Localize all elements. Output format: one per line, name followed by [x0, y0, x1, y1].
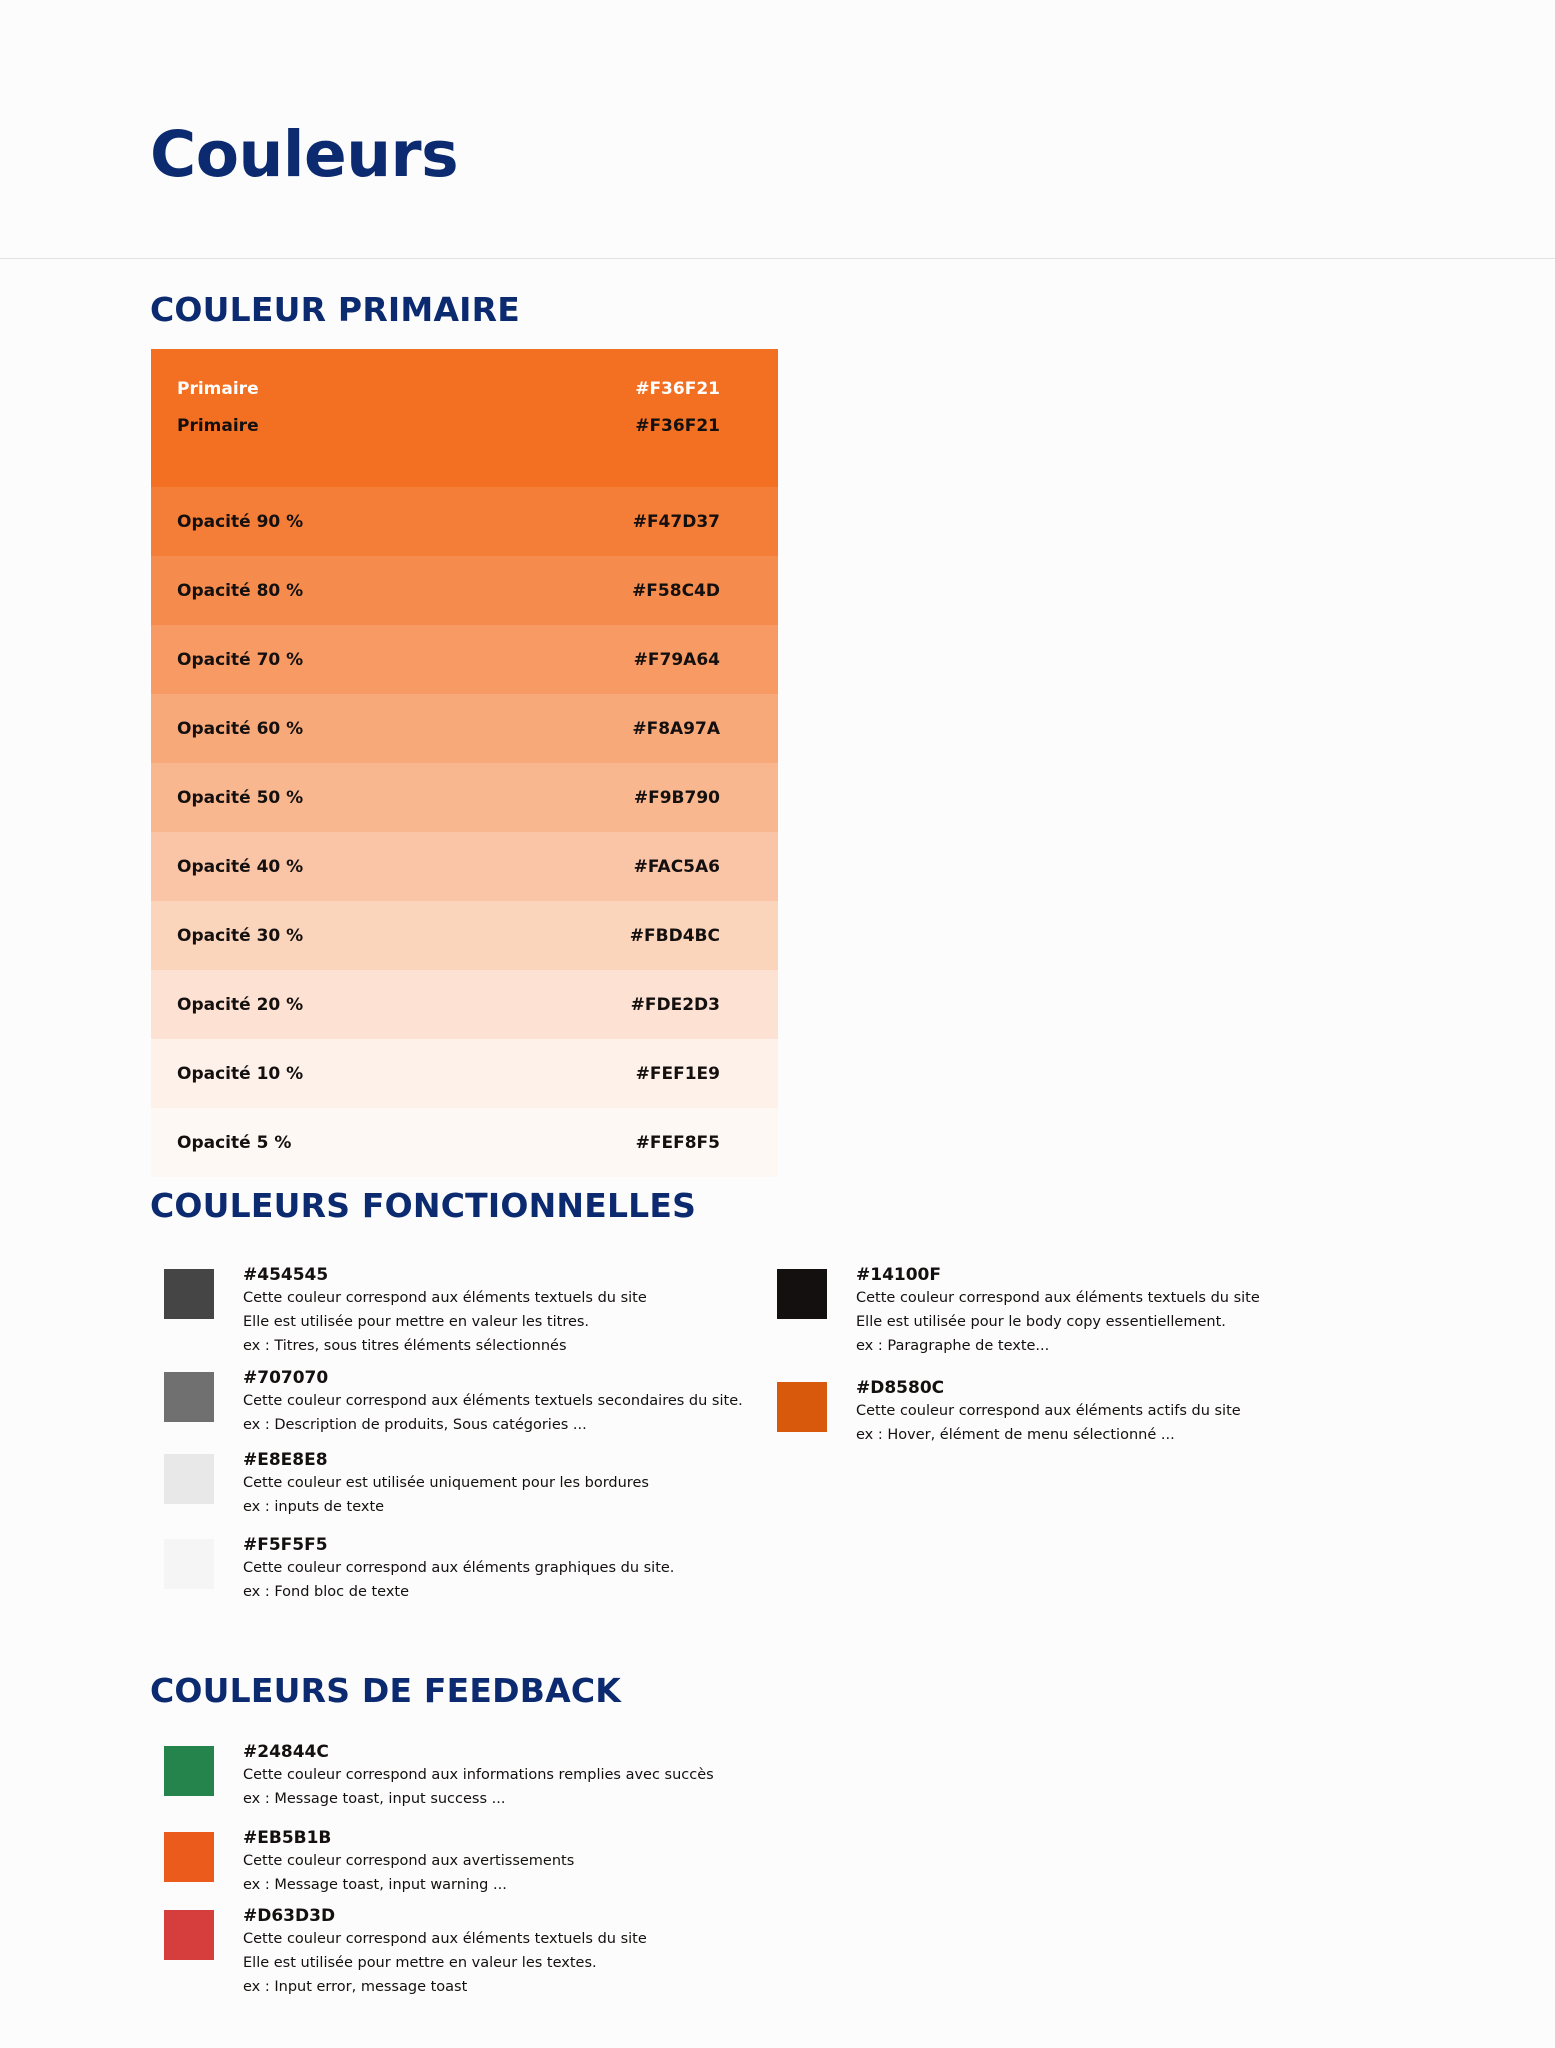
- shade-swatch: [151, 625, 778, 694]
- color-description: ex : Message toast, input warning ...: [243, 1877, 507, 1893]
- color-code: #EB5B1B: [243, 1828, 332, 1848]
- color-code: #454545: [243, 1265, 329, 1285]
- color-description: Cette couleur correspond aux éléments textuels secondaires du site.: [243, 1393, 743, 1409]
- page-title: Couleurs: [150, 118, 459, 191]
- color-chip: [164, 1269, 214, 1319]
- shade-label: Opacité 70 %: [177, 650, 304, 670]
- color-description: Cette couleur correspond aux informations remplies avec succès: [243, 1767, 714, 1783]
- color-chip: [164, 1746, 214, 1796]
- primary-section-title: COULEUR PRIMAIRE: [150, 290, 521, 329]
- feedback-section-title: COULEURS DE FEEDBACK: [150, 1671, 622, 1710]
- functional-section-title: COULEURS FONCTIONNELLES: [150, 1186, 697, 1225]
- shade-label: Opacité 50 %: [177, 788, 304, 808]
- shade-swatch: [151, 901, 778, 970]
- primary-hex-dark: #F36F21: [635, 416, 720, 436]
- color-chip: [777, 1382, 827, 1432]
- color-code: #F5F5F5: [243, 1535, 328, 1555]
- shade-swatch: [151, 694, 778, 763]
- color-description: ex : Hover, élément de menu sélectionné ...: [856, 1427, 1175, 1443]
- color-description: ex : inputs de texte: [243, 1499, 385, 1515]
- shade-swatch: [151, 763, 778, 832]
- color-description: Cette couleur correspond aux éléments textuels du site: [243, 1290, 647, 1306]
- primary-swatch: [151, 349, 778, 487]
- shade-swatch: [151, 487, 778, 556]
- color-description: Cette couleur correspond aux éléments textuels du site: [243, 1931, 647, 1947]
- color-chip: [164, 1372, 214, 1422]
- shade-label: Opacité 90 %: [177, 512, 304, 532]
- header-divider: [0, 258, 1555, 259]
- shade-hex: #FAC5A6: [633, 857, 720, 877]
- primary-hex-light: #F36F21: [635, 379, 720, 399]
- color-description: Cette couleur correspond aux avertissements: [243, 1853, 575, 1869]
- color-chip: [164, 1454, 214, 1504]
- shade-hex: #F9B790: [633, 788, 720, 808]
- color-description: ex : Titres, sous titres éléments sélectionnés: [243, 1338, 567, 1354]
- primary-label-dark: Primaire: [177, 416, 259, 436]
- color-code: #707070: [243, 1368, 329, 1388]
- shade-hex: #FEF8F5: [635, 1133, 720, 1153]
- color-chip: [164, 1832, 214, 1882]
- color-chip: [164, 1910, 214, 1960]
- color-description: ex : Fond bloc de texte: [243, 1584, 410, 1600]
- shade-label: Opacité 5 %: [177, 1133, 292, 1153]
- color-description: Cette couleur correspond aux éléments graphiques du site.: [243, 1560, 675, 1576]
- shade-hex: #F47D37: [632, 512, 720, 532]
- color-description: Elle est utilisée pour mettre en valeur les titres.: [243, 1314, 590, 1330]
- color-code: #E8E8E8: [243, 1450, 328, 1470]
- color-description: ex : Message toast, input success ...: [243, 1791, 506, 1807]
- shade-label: Opacité 80 %: [177, 581, 304, 601]
- shade-swatch: [151, 832, 778, 901]
- shade-label: Opacité 30 %: [177, 926, 304, 946]
- shade-hex: #F58C4D: [632, 581, 720, 601]
- shade-hex: #FEF1E9: [635, 1064, 720, 1084]
- color-description: ex : Description de produits, Sous catégories ...: [243, 1417, 587, 1433]
- color-chip: [777, 1269, 827, 1319]
- color-description: Elle est utilisée pour mettre en valeur les textes.: [243, 1955, 597, 1971]
- color-code: #D63D3D: [243, 1906, 336, 1926]
- color-description: ex : Input error, message toast: [243, 1979, 468, 1995]
- color-code: #14100F: [856, 1265, 941, 1285]
- color-code: #D8580C: [856, 1378, 945, 1398]
- shade-swatch: [151, 1108, 778, 1177]
- color-description: Elle est utilisée pour le body copy essentiellement.: [856, 1314, 1226, 1330]
- shade-label: Opacité 10 %: [177, 1064, 304, 1084]
- color-chip: [164, 1539, 214, 1589]
- shade-swatch: [151, 556, 778, 625]
- shade-label: Opacité 40 %: [177, 857, 304, 877]
- color-description: Cette couleur correspond aux éléments actifs du site: [856, 1403, 1241, 1419]
- shade-hex: #F8A97A: [632, 719, 720, 739]
- shade-label: Opacité 60 %: [177, 719, 304, 739]
- shade-swatch: [151, 970, 778, 1039]
- shade-swatch: [151, 1039, 778, 1108]
- color-description: Cette couleur correspond aux éléments textuels du site: [856, 1290, 1260, 1306]
- shade-hex: #F79A64: [633, 650, 720, 670]
- color-description: Cette couleur est utilisée uniquement pour les bordures: [243, 1475, 649, 1491]
- shade-hex: #FBD4BC: [629, 926, 720, 946]
- shade-label: Opacité 20 %: [177, 995, 304, 1015]
- shade-hex: #FDE2D3: [630, 995, 720, 1015]
- color-description: ex : Paragraphe de texte...: [856, 1338, 1050, 1354]
- primary-label-light: Primaire: [177, 379, 259, 399]
- primary-palette: [151, 349, 778, 1177]
- color-code: #24844C: [243, 1742, 329, 1762]
